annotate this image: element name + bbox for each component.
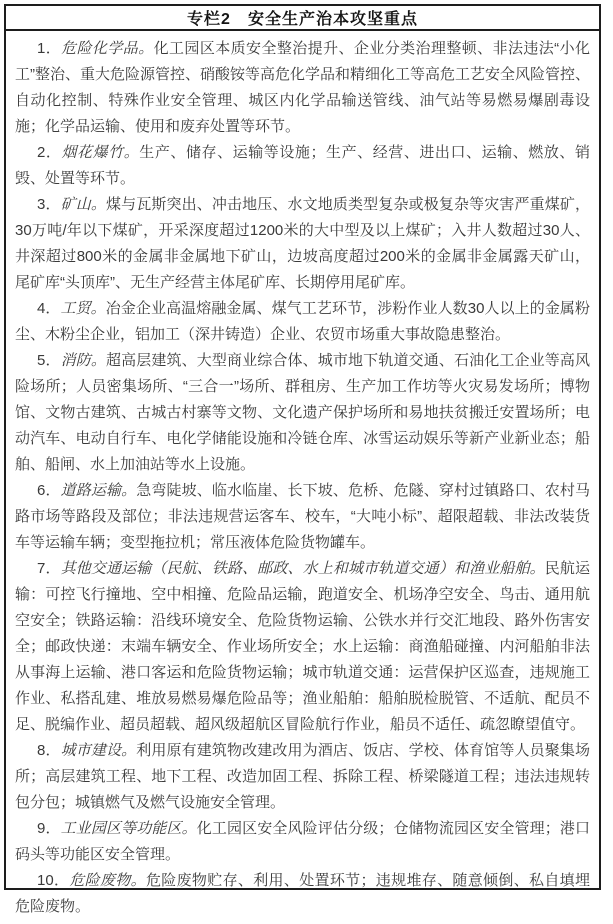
item-text: 危险废物贮存、利用、处置环节；违规堆存、随意倾倒、私自填埋危险废物。 [15,872,590,915]
list-item [15,868,590,920]
item-number: 3． [37,196,61,213]
list-item [15,556,590,738]
item-number: 8． [37,742,61,759]
callout-box [4,4,601,915]
item-keyword: 危险废物。 [69,872,146,889]
list-item [15,348,590,478]
item-text: 化工园区安全风险评估分级；仓储物流园区安全管理；港口码头等功能区安全管理。 [15,820,590,863]
list-item [15,738,590,816]
list-item [15,36,590,140]
item-number: 7． [37,560,61,577]
item-keyword: 道路运输。 [60,482,137,499]
item-text: 利用原有建筑物改建改用为酒店、饭店、学校、体育馆等人员聚集场所；高层建筑工程、地下工程、改造加固工程、拆除工程、桥梁隧道工程；违法违规转包分包；城镇燃气及燃气设施安全管理。 [15,742,590,811]
list-item [15,296,590,348]
item-number: 9． [37,820,61,837]
item-number: 5． [37,352,61,369]
item-keyword: 消防。 [60,352,106,369]
item-keyword: 危险化学品。 [61,40,154,57]
item-number: 2． [37,144,62,161]
item-keyword: 城市建设。 [60,742,137,759]
item-text: 超高层建筑、大型商业综合体、城市地下轨道交通、石油化工企业等高风险场所；人员密集场所、“三合一”场所、群租房、生产加工作坊等火灾易发场所；博物馆、文物古建筑、古城古村寨等文物、文化遗产保护场所和易地扶贫搬迁安置场所；电动汽车、电动自行车、电化学储能设施和冷链仓库、冰雪运动娱乐等新产业新业态；船舶、船闸、水上加油站等水上设施。 [15,352,590,473]
item-number: 10． [37,872,70,889]
item-text: 化工园区本质安全整治提升、企业分类治理整顿、非法违法“小化工”整治、重大危险源管控、硝酸铵等高危化学品和精细化工等高危工艺安全风险管控、自动化控制、特殊作业安全管理、城区内化学品输送管线、油气站等易燃易爆剧毒设施；化学品运输、使用和废弃处置等环节。 [15,40,590,135]
item-keyword: 工业园区等功能区。 [60,820,197,837]
item-text: 生产、储存、运输等设施；生产、经营、进出口、运输、燃放、销毁、处置等环节。 [15,144,590,187]
item-keyword: 矿山。 [60,196,106,213]
item-number: 1． [37,40,62,57]
item-text: 民航运输：可控飞行撞地、空中相撞、危险品运输，跑道安全、机场净空安全、鸟击、通用航空安全；铁路运输：沿线环境安全、危险货物运输、公铁水并行交汇地段、路外伤害安全；邮政快递：末端车辆安全、作业场所安全；水上运输：商渔船碰撞、内河船舶非法从事海上运输、港口客运和危险货物运输；城市轨道交通：运营保护区巡查，违规施工作业、私搭乱建、堆放易燃易爆危险品等；渔业船舶：船舶脱检脱管、不适航、配员不足、脱编作业、超员超载、超风级超航区冒险航行作业，船员不适任、疏忽瞭望值守。 [15,560,590,733]
list-item [15,816,590,868]
box-header [6,6,599,31]
box-content [6,31,599,924]
item-number: 6． [37,482,61,499]
item-keyword: 其他交通运输（民航、铁路、邮政、水上和城市轨道交通）和渔业船舶。 [60,560,545,577]
item-text: 冶金企业高温熔融金属、煤气工艺环节，涉粉作业人数30人以上的金属粉尘、木粉尘企业，铝加工（深井铸造）企业、农贸市场重大事故隐患整治。 [15,300,590,343]
list-item [15,478,590,556]
item-text: 煤与瓦斯突出、冲击地压、水文地质类型复杂或极复杂等灾害严重煤矿，30万吨/年以下煤矿，开采深度超过1200米的大中型及以上煤矿；入井人数超过30人、井深超过800米的金属非金属地下矿山，边坡高度超过200米的金属非金属露天矿山，尾矿库“头顶库”、无生产经营主体尾矿库、长期停用尾矿库。 [15,196,590,291]
item-keyword: 工贸。 [60,300,106,317]
list-item [15,140,590,192]
list-item [15,192,590,296]
item-keyword: 烟花爆竹。 [61,144,140,161]
item-text: 急弯陡坡、临水临崖、长下坡、危桥、危隧、穿村过镇路口、农村马路市场等路段及部位；非法违规营运客车、校车，“大吨小标”、超限超载、非法改装货车等运输车辆；变型拖拉机；常压液体危险货物罐车。 [15,482,590,551]
box-title: 专栏2 安全生产治本攻坚重点 [187,11,418,28]
item-number: 4． [37,300,61,317]
